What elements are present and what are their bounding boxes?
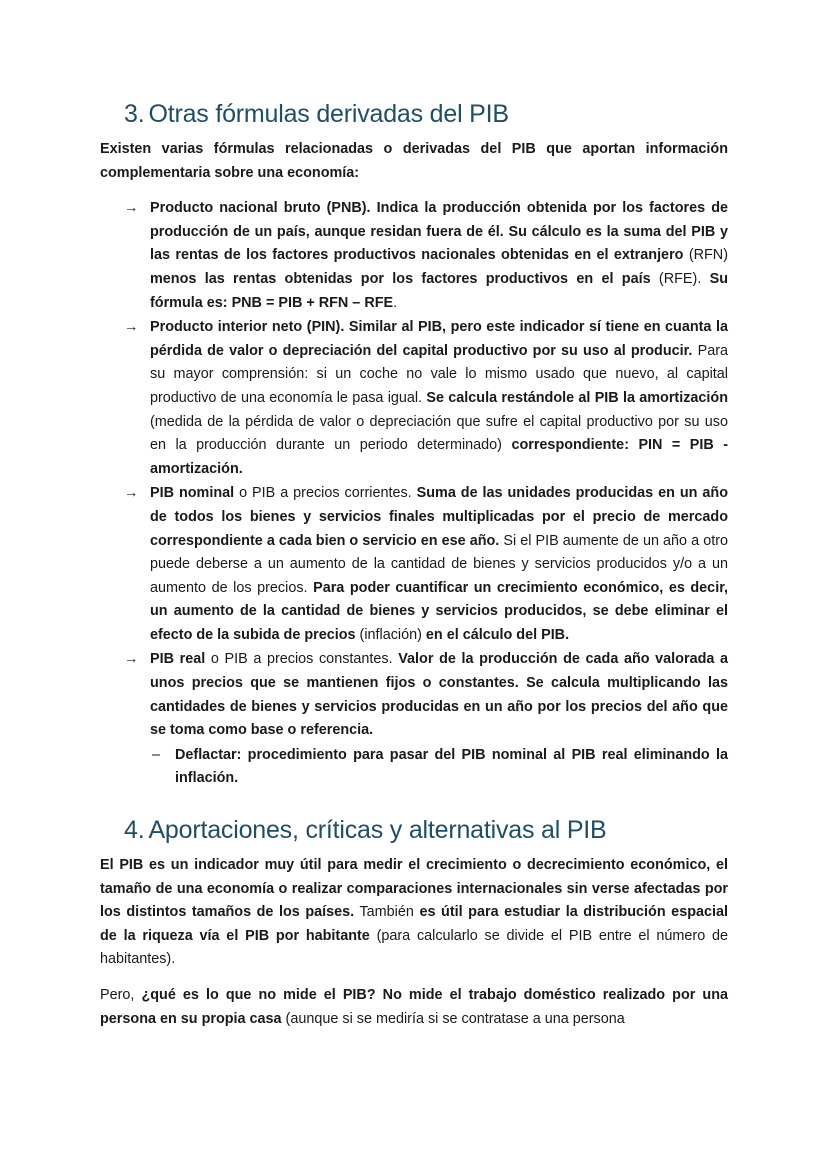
section-4-number: 4. xyxy=(124,816,145,845)
section-4-heading xyxy=(124,816,728,845)
section-3-number: 3. xyxy=(124,100,145,128)
list-item-pib-nominal xyxy=(100,482,728,647)
arrow-icon: → xyxy=(124,485,139,502)
page-content xyxy=(100,100,728,1043)
list-item-text: PIB nominal o PIB a precios corrientes. Suma de las unidades producidas en un año de todos los bienes y servicios finales multiplicadas por el precio de mercado correspondiente a cada bien o servicio en ese año. Si el PIB aumente de un año a otro puede deberse a un aumento de la cantidad de bienes y servicios producidos y/o a un aumento de los precios. Para poder cuantificar un crecimiento económico, es decir, un aumento de la cantidad de bienes y servicios producidos, se debe eliminar el efecto de la subida de precios (inflación) en el cálculo del PIB. xyxy=(150,485,729,643)
sublist-item-deflactar xyxy=(100,744,728,791)
arrow-icon: → xyxy=(124,200,139,217)
list-item-text: Producto nacional bruto (PNB). Indica la producción obtenida por los factores de producción de un país, aunque residan fuera de él. Su cálculo es la suma del PIB y las rentas de los factores productivos nacionales obtenidas en el extranjero (RFN) menos las rentas obtenidas por los factores productivos en el país (RFE). Su fórmula es: PNB = PIB + RFN – RFE. xyxy=(150,200,728,311)
arrow-icon: → xyxy=(124,651,139,668)
section-3-heading xyxy=(124,100,728,129)
section-4-title: Aportaciones, críticas y alternativas al PIB xyxy=(148,816,607,845)
list-item-pnb xyxy=(100,197,728,315)
sublist-item-text: Deflactar: procedimiento para pasar del PIB nominal al PIB real eliminando la inflación. xyxy=(175,746,728,787)
arrow-icon: → xyxy=(124,319,139,336)
section-4-paragraph-1: El PIB es un indicador muy útil para medir el crecimiento o decrecimiento económico, el tamaño de una economía o realizar comparaciones internacionales sin verse afectadas por los distintos tamaños de los países. También es útil para estudiar la distribución espacial de la riqueza vía el PIB por habitante (para calcularlo se divide el PIB entre el número de habitantes). xyxy=(100,857,728,968)
section-3-title: Otras fórmulas derivadas del PIB xyxy=(148,100,509,128)
dash-icon: – xyxy=(152,746,161,763)
list-item-text: Producto interior neto (PIN). Similar al PIB, pero este indicador sí tiene en cuanta la pérdida de valor o depreciación del capital productivo por su uso al producir. Para su mayor comprensión: si un coche no vale lo mismo usado que nuevo, al capital productivo de una economía le pasa igual. Se calcula restándole al PIB la amortización (medida de la pérdida de valor o depreciación que sufre el capital productivo por su uso en la producción durante un periodo determinado) correspondiente: PIN = PIB - amortización. xyxy=(150,319,729,477)
formula-list xyxy=(100,197,728,743)
list-item-pib-real xyxy=(100,648,728,742)
list-item-text: PIB real o PIB a precios constantes. Valor de la producción de cada año valorada a unos precios que se mantienen fijos o constantes. Se calcula multiplicando las cantidades de bienes y servicios producidas en un año por los precios del año que se toma como base o referencia. xyxy=(150,651,729,739)
section-3-intro: Existen varias fórmulas relacionadas o derivadas del PIB que aportan información complementaria sobre una economía: xyxy=(100,141,728,181)
list-item-pin xyxy=(100,316,728,481)
section-4-paragraph-2: Pero, ¿qué es lo que no mide el PIB? No mide el trabajo doméstico realizado por una persona en su propia casa (aunque si se mediría si se contratase a una persona xyxy=(100,987,728,1027)
